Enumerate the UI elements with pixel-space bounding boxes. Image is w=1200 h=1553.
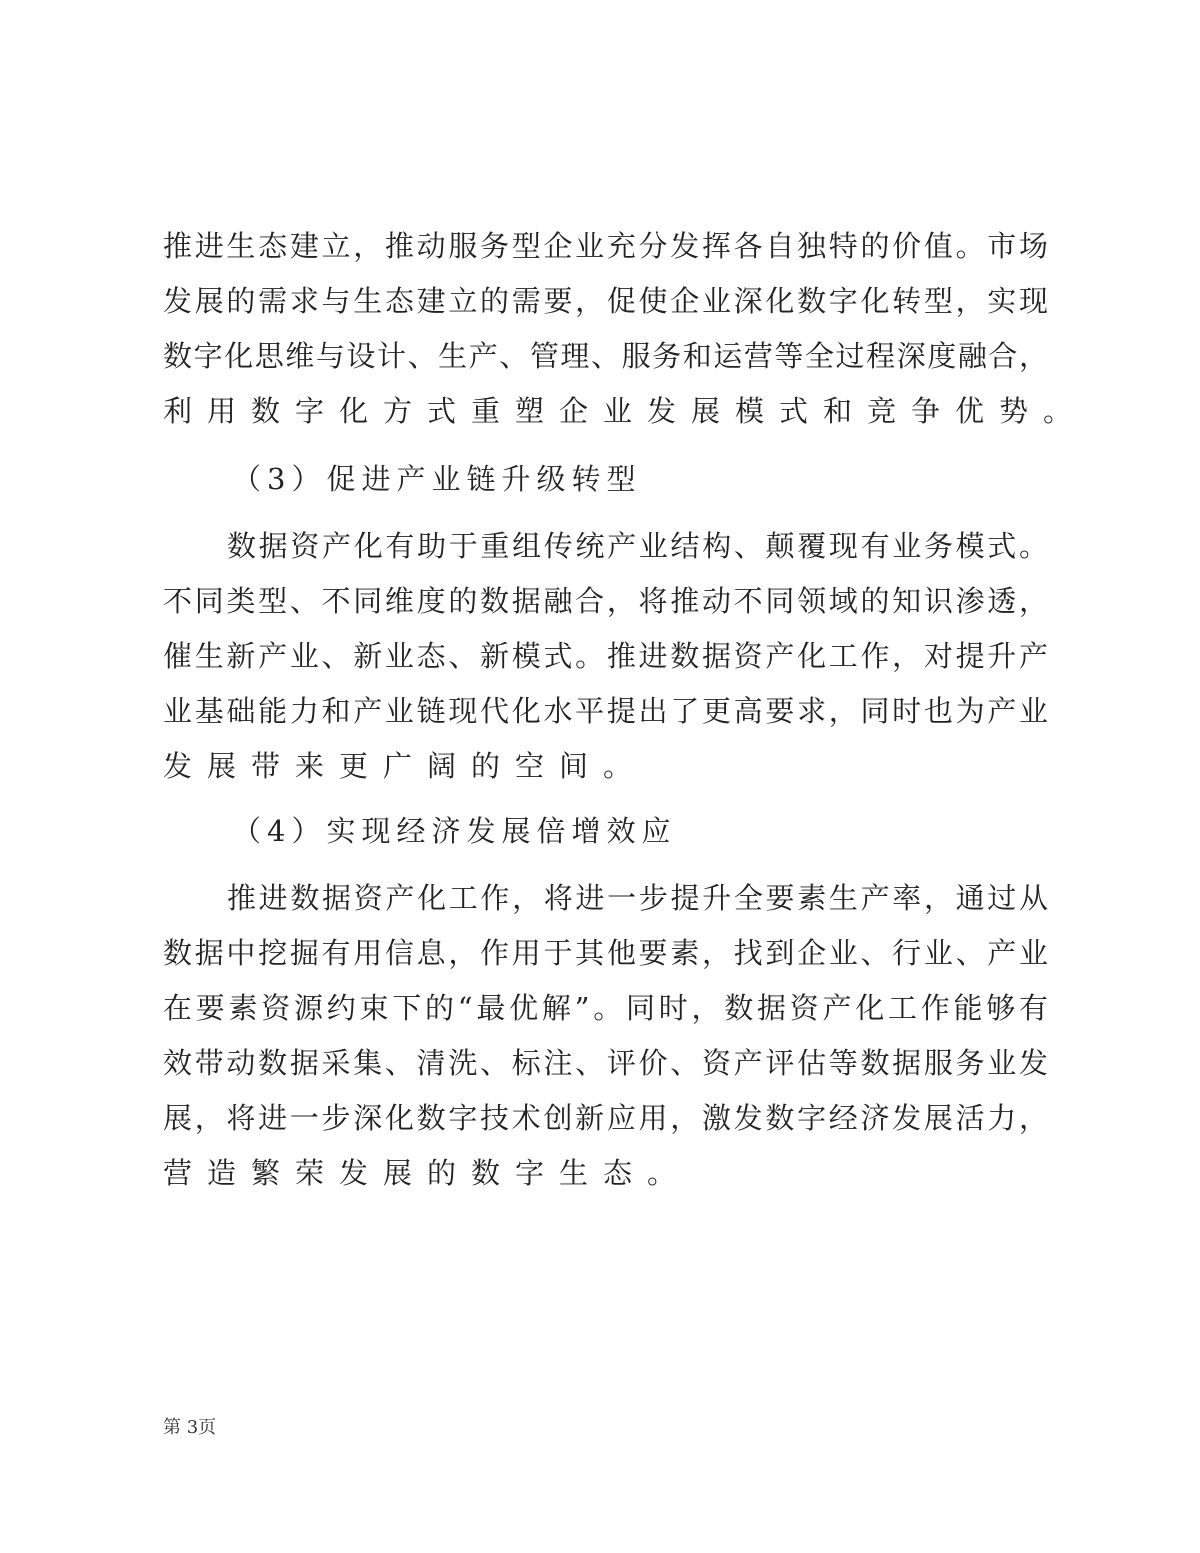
page-number: 第 3页 bbox=[163, 1417, 217, 1438]
text-line: 数据中挖掘有用信息，作用于其他要素，找到企业、行业、产业 bbox=[163, 936, 1048, 970]
text-line: 催生新产业、新业态、新模式。推进数据资产化工作，对提升产 bbox=[163, 639, 1048, 673]
text-line: 展，将进一步深化数字技术创新应用，激发数字经济发展活力， bbox=[163, 1101, 1048, 1135]
text-line: 发展的需求与生态建立的需要，促使企业深化数字化转型，实现 bbox=[163, 284, 1048, 318]
section-heading-4: （4）实现经济发展倍增效应 bbox=[232, 814, 677, 848]
text-line: 在要素资源约束下的“最优解”。同时，数据资产化工作能够有 bbox=[163, 991, 1048, 1025]
text-line: 营造繁荣发展的数字生态。 bbox=[163, 1156, 692, 1190]
text-line: 效带动数据采集、清洗、标注、评价、资产评估等数据服务业发 bbox=[163, 1046, 1048, 1080]
section-heading-3: （3）促进产业链升级转型 bbox=[232, 462, 642, 496]
text-line: 数字化思维与设计、生产、管理、服务和运营等全过程深度融合， bbox=[163, 339, 1048, 373]
text-line: 推进数据资产化工作，将进一步提升全要素生产率，通过从 bbox=[227, 881, 1048, 915]
text-line: 不同类型、不同维度的数据融合，将推动不同领域的知识渗透， bbox=[163, 584, 1048, 618]
text-line: 发展带来更广阔的空间。 bbox=[163, 749, 648, 783]
text-line: 数据资产化有助于重组传统产业结构、颠覆现有业务模式。 bbox=[227, 529, 1048, 563]
text-line: 推进生态建立，推动服务型企业充分发挥各自独特的价值。市场 bbox=[163, 229, 1048, 263]
text-line: 利用数字化方式重塑企业发展模式和竞争优势。 bbox=[163, 394, 1088, 428]
text-line: 业基础能力和产业链现代化水平提出了更高要求，同时也为产业 bbox=[163, 694, 1048, 728]
